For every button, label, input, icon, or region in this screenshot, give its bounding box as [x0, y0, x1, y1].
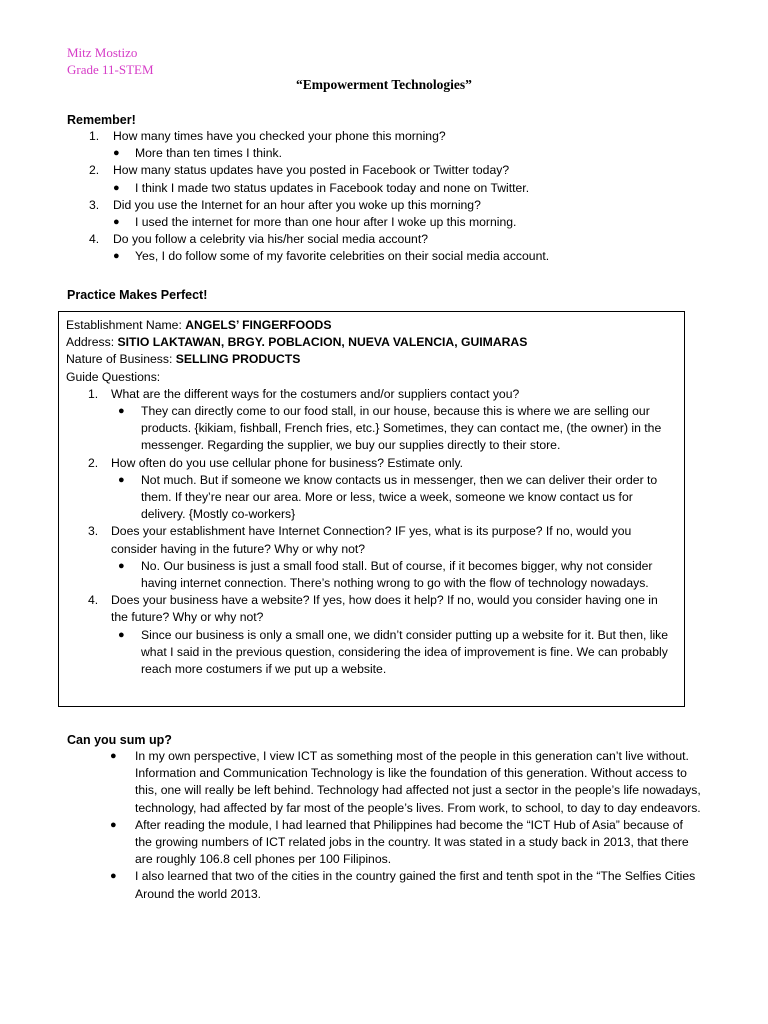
item-number: 2. [88, 455, 99, 470]
item-number: 4. [89, 232, 100, 247]
item-number: 1. [89, 129, 100, 143]
sum-text: In my own perspective, I view ICT as something most of the people in this generation can’t live without. Information and Communication Technology is like the foundation of this generation. Without access to this, one will really be left behind. Technology had affected not just a sector in the people’s life nowadays, technology, had affected by far most of the people’s lives. From work, to school, to day to day endeavors. [135, 749, 701, 815]
sum-text: After reading the module, I had learned that Philippines had become the “ICT Hub of Asia” because of the growing numbers of ICT related jobs in the country. It was stated in a study back in 2013, that there are roughly 106.8 cell phones per 100 Filipinos. [135, 817, 689, 867]
sum-heading: Can you sum up? [67, 733, 172, 747]
establishment-value: ANGELS’ FINGERFOODS [185, 318, 332, 332]
guide-question [66, 523, 678, 592]
sum-list [90, 748, 702, 903]
author-name: Mitz Mostizo [67, 45, 138, 60]
item-number: 3. [88, 524, 99, 539]
answer-item [113, 214, 707, 231]
item-number: 4. [88, 593, 99, 608]
bullet-icon: ● [118, 559, 125, 572]
item-number: 2. [89, 163, 100, 178]
answer-text: They can directly come to our food stall, in our house, because this is where we are selling our products. {kikiam, fishball, French fries, etc.} Sometimes, they can contact me, (the owner) in the messenger. Regarding the supplier, we buy our supplies directly to their store. [141, 404, 662, 453]
answer-text: More than ten times I think. [135, 146, 282, 161]
establishment-box [58, 311, 685, 707]
answer-text: I used the internet for more than one hour after I woke up this morning. [135, 215, 517, 230]
question-text: Does your business have a website? If yes, how does it help? If no, would you consider having one in the future? Why or why not? [111, 593, 658, 625]
document-title: “Empowerment Technologies” [296, 77, 472, 92]
establishment-label: Establishment Name: [66, 318, 186, 332]
business-nature [66, 351, 678, 368]
sum-item [90, 817, 702, 869]
address-value: SITIO LAKTAWAN, BRGY. POBLACION, NUEVA VALENCIA, GUIMARAS [117, 335, 528, 350]
bullet-icon: ● [113, 216, 120, 229]
bullet-icon: ● [113, 181, 120, 194]
question-text: How many status updates have you posted in Facebook or Twitter today? [113, 163, 510, 178]
bullet-icon: ● [110, 870, 117, 883]
bullet-icon: ● [113, 147, 120, 160]
remember-item [67, 162, 707, 196]
guide-question [66, 386, 678, 455]
bullet-icon: ● [113, 250, 120, 263]
guide-question [66, 455, 678, 524]
answer-item [111, 627, 678, 679]
answer-text: No. Our business is just a small food stall. But of course, if it becomes bigger, why not consider having internet connection. There’s nothing wrong to go with the flow of technology nowadays. [141, 558, 653, 591]
remember-item [67, 197, 707, 231]
item-number: 3. [89, 197, 100, 212]
nature-label: Nature of Business: [66, 352, 176, 367]
remember-item [67, 128, 707, 162]
remember-list [67, 128, 707, 266]
answer-item [113, 180, 707, 197]
question-text: Did you use the Internet for an hour after you woke up this morning? [113, 197, 481, 212]
question-text: How many times have you checked your phone this morning? [113, 129, 446, 143]
bullet-icon: ● [110, 818, 117, 831]
remember-heading: Remember! [67, 113, 136, 127]
establishment-name [66, 317, 678, 334]
answer-item [111, 472, 678, 524]
item-number: 1. [88, 386, 99, 401]
answer-text: Yes, I do follow some of my favorite celebrities on their social media account. [135, 249, 550, 264]
remember-item [67, 231, 707, 265]
guide-questions-list [66, 386, 678, 678]
sum-item [90, 868, 702, 902]
sum-item [90, 748, 702, 817]
answer-item [113, 145, 707, 162]
nature-value: SELLING PRODUCTS [175, 352, 301, 367]
guide-questions-label: Guide Questions: [66, 369, 161, 384]
practice-heading: Practice Makes Perfect! [67, 288, 208, 302]
answer-text: Since our business is only a small one, we didn’t consider putting up a website for it. But then, like what I said in the previous question, considering the idea of improvement is fine. We can probably reach more costumers if we put up a website. [141, 627, 669, 677]
question-text: Does your establishment have Internet Connection? IF yes, what is its purpose? If no, would you consider having in the future? Why or why not? [111, 524, 632, 556]
bullet-icon: ● [118, 405, 125, 418]
bullet-icon: ● [110, 750, 117, 762]
guide-question [66, 592, 678, 678]
address-label: Address: [66, 335, 118, 350]
answer-item [113, 248, 707, 265]
question-text: How often do you use cellular phone for business? Estimate only. [111, 455, 464, 470]
bullet-icon: ● [118, 628, 125, 641]
question-text: What are the different ways for the costumers and/or suppliers contact you? [111, 386, 520, 401]
answer-text: Not much. But if someone we know contacts us in messenger, then we can deliver their order to them. If they’re near our area. More or less, twice a week, someone we know contact us for delivery. {Mostly co-workers} [141, 472, 658, 522]
question-text: Do you follow a celebrity via his/her social media account? [113, 232, 429, 247]
answer-text: I think I made two status updates in Facebook today and none on Twitter. [135, 180, 530, 195]
bullet-icon: ● [118, 473, 125, 486]
answer-item [111, 558, 678, 592]
answer-item [111, 403, 678, 455]
author-grade: Grade 11-STEM [67, 62, 154, 77]
establishment-address [66, 334, 678, 351]
sum-text: I also learned that two of the cities in the country gained the first and tenth spot in the “The Selfies Cities Around the world 2013. [135, 869, 696, 901]
